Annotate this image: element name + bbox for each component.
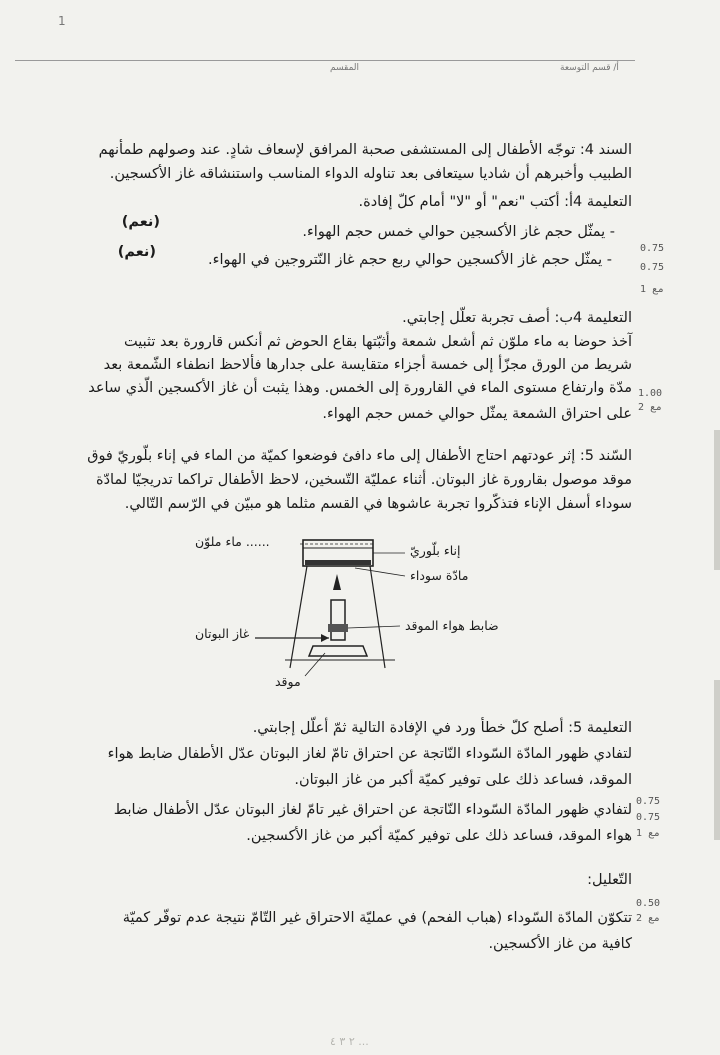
- burner-diagram-svg: [195, 528, 535, 703]
- faint-footer-text: ٢ ٣ ٤ ...: [330, 1035, 369, 1048]
- score-8: مع 1: [636, 828, 661, 839]
- pointer-black: [355, 568, 405, 576]
- header-rule: [15, 60, 635, 61]
- burner-base: [309, 646, 367, 656]
- label-burner-text: موقد: [275, 674, 301, 689]
- gas-arrow-head: [321, 634, 329, 642]
- black-deposit: [305, 560, 371, 565]
- page-edge-shadow: [714, 430, 720, 570]
- label-colored-water: ...... ماء ملوّن: [195, 534, 270, 549]
- sanad4-line-2: الطبيب وأخبرهم أن شاديا سيتعافى بعد تناوله الدواء المناسب واستنشاقه غاز الأكسجين.: [109, 166, 632, 182]
- flame-shape: [333, 574, 341, 590]
- header-right-mark: أ/ قسم التوسعة: [560, 63, 619, 73]
- sanad4-line-1: السند 4: توجّه الأطفال إلى المستشفى صحبة المرافق لإسعاف شادٍ. عند وصولهم طمأنهم: [98, 142, 632, 158]
- score-10: مع 2: [636, 913, 661, 924]
- air-regulator-ring: [328, 624, 348, 632]
- label-burner: [275, 674, 301, 689]
- label-butane-gas-text: غاز البوتان: [195, 626, 250, 641]
- score-6: 0.75: [636, 796, 661, 807]
- score-2: 0.75: [640, 262, 665, 273]
- label-glass-vessel: [410, 543, 461, 558]
- statement-line-2: الموقد، فساعد ذلك على توفير كميّة أكبر من غاز البوتان.: [294, 772, 632, 788]
- page-number: 1: [58, 14, 66, 28]
- item-2-text: - يمثّل حجم غاز الأكسجين حوالي ربع حجم غاز النّتروجين في الهواء.: [208, 252, 612, 268]
- support-leg-right: [370, 566, 385, 668]
- pointer-regulator: [348, 626, 400, 628]
- statement-line-1: لتفادي ظهور المادّة السّوداء النّاتجة عن احتراق تامّ لغاز البوتان عدّل الأطفال ضابط هواء: [107, 746, 632, 762]
- label-black-substance-text: مادّة سوداء: [410, 568, 469, 583]
- score-4: 1.00: [638, 388, 663, 399]
- instruction-4a: التعليمة 4أ: أكتب "نعم" أو "لا" أمام كلّ إفادة.: [358, 194, 632, 210]
- answer-4b-line-4: على احتراق الشمعة يمثّل حوالي خمس حجم الهواء.: [322, 406, 632, 422]
- item-2-answer: (نعم): [117, 244, 156, 260]
- score-9: 0.50: [636, 898, 661, 909]
- correction-line-2: هواء الموقد، فساعد ذلك على توفير كميّة أكبر من غاز الأكسجين.: [246, 828, 632, 844]
- sanad5-line-1: السّند 5: إثر عودتهم احتاج الأطفال إلى ماء دافئ فوضعوا كميّة من الماء في إناء بلّوريّ فوق: [87, 448, 632, 464]
- sanad5-line-2: موقد موصول بقارورة غاز البوتان. أثناء عمليّة التّسخين، لاحظ الأطفال تراكما تدريجيّا لمادّة: [96, 472, 632, 488]
- burner-tube: [331, 600, 345, 640]
- label-black-substance: [410, 568, 468, 583]
- score-3: مع 1: [640, 284, 665, 295]
- score-5: مع 2: [638, 402, 663, 413]
- label-butane-gas: [195, 626, 249, 641]
- instruction-4b: التعليمة 4ب: أصف تجربة تعلّل إجابتي.: [402, 310, 632, 326]
- score-1: 0.75: [640, 243, 665, 254]
- answer-4b-line-3: مدّة وارتفاع مستوى الماء في القارورة إلى الخمس. وهذا يثبت أن غاز الأكسجين الّذي ساعد: [88, 380, 632, 396]
- item-1-answer: (نعم): [121, 214, 160, 230]
- justification-label: التّعليل:: [587, 872, 632, 888]
- support-leg-left: [290, 566, 307, 668]
- answer-4b-line-2: شريط من الورق مجزّأ إلى خمسة أجزاء متقايسة على جدارها فألاحظ انطفاء الشّمعة بعد: [103, 357, 632, 373]
- score-7: 0.75: [636, 812, 661, 823]
- item-1-text: - يمثّل حجم غاز الأكسجين حوالي خمس حجم الهواء.: [302, 224, 615, 240]
- justification-line-2: كافية من غاز الأكسجين.: [488, 936, 632, 952]
- answer-4b-line-1: آخذ حوضا به ماء ملوّن ثم أشعل شمعة وأثبّتها بقاع الحوض ثم أنكس قارورة بعد تثبيت: [123, 334, 632, 350]
- page-edge-shadow-2: [714, 680, 720, 840]
- instruction-5: التعليمة 5: أصلح كلّ خطأ ورد في الإفادة التالية ثمّ أعلّل إجابتي.: [252, 720, 632, 736]
- label-glass-vessel-text: إناء بلّوريّ: [410, 543, 461, 558]
- label-colored-water-text: ماء ملوّن: [195, 534, 242, 549]
- justification-line-1: تتكوّن المادّة السّوداء (هباب الفحم) في عمليّة الاحتراق غير التّامّ نتيجة عدم توفّر كميّة: [122, 910, 632, 926]
- header-left-mark: المقسم: [330, 63, 360, 73]
- burner-diagram: [195, 528, 535, 703]
- sanad5-line-3: سوداء أسفل الإناء فتذكّروا تجربة عاشوها في القسم مثلما هو مبيّن في الرّسم التّالي.: [124, 496, 632, 512]
- correction-line-1: لتفادي ظهور المادّة السّوداء النّاتجة عن احتراق غير تامّ لغاز البوتان عدّل الأطفال ضابط: [113, 802, 632, 818]
- label-air-regulator: [405, 618, 499, 633]
- label-air-regulator-text: ضابط هواء الموقد: [405, 618, 499, 633]
